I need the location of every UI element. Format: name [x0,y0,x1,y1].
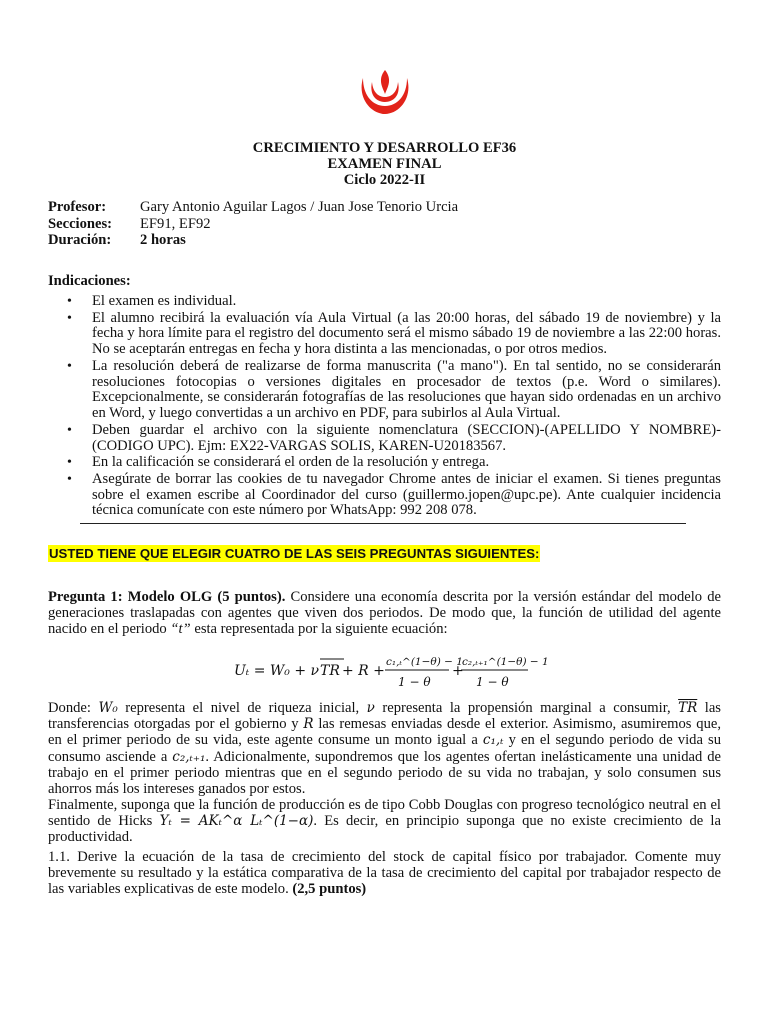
donde-text-1: Donde: [48,700,99,716]
exam-meta [48,199,721,249]
frac2-num: c₂,ₜ₊₁^(1−θ) − 1 [462,656,549,668]
instruction-highlight: USTED TIENE QUE ELEGIR CUATRO DE LAS SEIS PREGUNTAS SIGUIENTES: [49,546,540,561]
math-w0: W₀ [98,700,118,716]
pregunta-1-intro [48,589,721,638]
list-item: • Deben guardar el archivo con la siguiente nomenclatura (SECCION)-(APELLIDO Y NOMBRE)-(CODIGO UPC). Ejm: EX22-VARGAS SOLIS, KAREN-U20183567. [48,423,721,455]
pregunta-1-donde [48,700,721,797]
donde-text-5: las remesas enviadas desde el exterior. Asimismo, asumiremos que, en el primer periodo de su vida, este agente consume un monto igual a [48,716,721,749]
indicaciones-title: Indicaciones: [48,273,131,289]
list-item: • El alumno recibirá la evaluación vía Aula Virtual (a las 20:00 horas, del sábado 19 de noviembre) y la fecha y hora límite para el registro del documento será el mismo sábado 19 de noviembre a las 22:00 horas. No se aceptarán entregas en fecha y hora distinta a las mencionadas, o por otros medios. [48,311,721,358]
math-yt: Yₜ = AKₜ^α Lₜ^(1−α) [159,813,314,830]
math-tr: $\overline{TR}$ [678,700,698,716]
frac2-den: 1 − θ [476,675,509,689]
donde-text-7: . Adicionalmente, supondremos que los agentes ofertan inelásticamente una unidad de trabajo en el primer periodo mientras que en el segundo periodo de su vida no trabajan, y solo consumen sus ahorros más los intereses ganados por estos. [48,748,721,798]
profesor-value: Gary Antonio Aguilar Lagos / Juan Jose Tenorio Urcia [140,199,459,215]
donde-text-6: y en el segundo periodo de vida su consumo asciende a [48,732,721,765]
exam-title: EXAMEN FINAL [327,156,442,172]
intro-t: “t” [170,621,191,638]
upc-logo [355,68,415,118]
exam-header [48,140,721,188]
intro-text-b: esta representada por la siguiente ecuación: [190,621,448,638]
formula-plus: + [452,663,464,679]
math-c1t: c₁,ₜ [482,732,504,749]
list-item: • Asegúrate de borrar las cookies de tu navegador Chrome antes de iniciar el examen. Si tienes preguntas sobre el examen escribe al Coordinador del curso (guillermo.jopen@upc.pe). Ante cualquier incidencia técnica comunícate con este número por WhatsApp: 992 208 078. [48,472,721,519]
donde-text-3: representa la propensión marginal a consumir, [374,700,679,716]
secciones-row [48,216,721,233]
duracion-label: Duración: [48,232,112,248]
utility-formula [228,647,549,691]
donde-text-4: las transferencias otorgadas por el gobierno y [48,700,721,733]
formula-lhs: Uₜ = W₀ + ν [234,663,320,679]
course-title: CRECIMIENTO Y DESARROLLO EF36 [252,140,517,156]
frac1-num: c₁,ₜ^(1−θ) − 1 [386,656,463,668]
donde-text-2: representa el nivel de riqueza inicial, [117,700,367,716]
pregunta-1-1 [48,849,721,898]
math-c2t1: c₂,ₜ₊₁ [172,748,206,765]
profesor-label: Profesor: [48,199,107,215]
secciones-label: Secciones: [48,215,113,232]
list-item: • La resolución deberá de realizarse de forma manuscrita ("a mano"). En tal sentido, no se considerarán resoluciones fotocopias o versiones digitales en procesador de textos (p.e. Word o similares). Excepcionalmente, se considerarán fotografías de las resoluciones que hayan sido ordenadas en un archivo en Word, y luego convertidas a un archivo en PDF, para subirlos al Aula Virtual. [48,359,721,422]
frac1-den: 1 − θ [398,675,431,689]
cycle-title: Ciclo 2022-II [343,172,426,188]
sub-question-text: 1.1. Derive la ecuación de la tasa de crecimiento del stock de capital físico por trabajador. Comente muy brevemente su resultado y la estática comparativa de la tasa de crecimiento del capital por trabajador respecto de las variables explicativas de este modelo. [48,849,721,898]
math-nu: ν [366,700,375,716]
formula-mid: + R + [342,663,385,679]
pregunta-1-title: Pregunta 1: Modelo OLG (5 puntos). [48,589,286,605]
profesor-row [48,199,721,216]
sub-question-points: (2,5 puntos) [292,881,367,898]
pregunta-1-finalmente [48,797,721,846]
duracion-value: 2 horas [140,232,186,248]
fin-text-2: . Es decir, en principio suponga que no existe crecimiento de la productividad. [48,813,721,846]
math-r: R [303,716,314,733]
indicaciones-list [48,294,721,520]
intro-text-a: Considere una economía descrita por la versión estándar del modelo de generaciones traslapadas con agentes que viven dos periodos. De modo que, la función de utilidad del agente nacido en el periodo [48,589,721,638]
fin-text-1: Finalmente, suponga que la función de producción es de tipo Cobb Douglas con progreso tecnológico neutral en el sentido de Hicks [48,797,721,830]
divider-line [80,523,686,524]
list-item: • En la calificación se considerará el orden de la resolución y entrega. [48,455,721,471]
secciones-value: EF91, EF92 [140,215,211,232]
list-item: • El examen es individual. [48,294,721,310]
formula-tr: TR [320,663,340,679]
duracion-row [48,232,721,249]
